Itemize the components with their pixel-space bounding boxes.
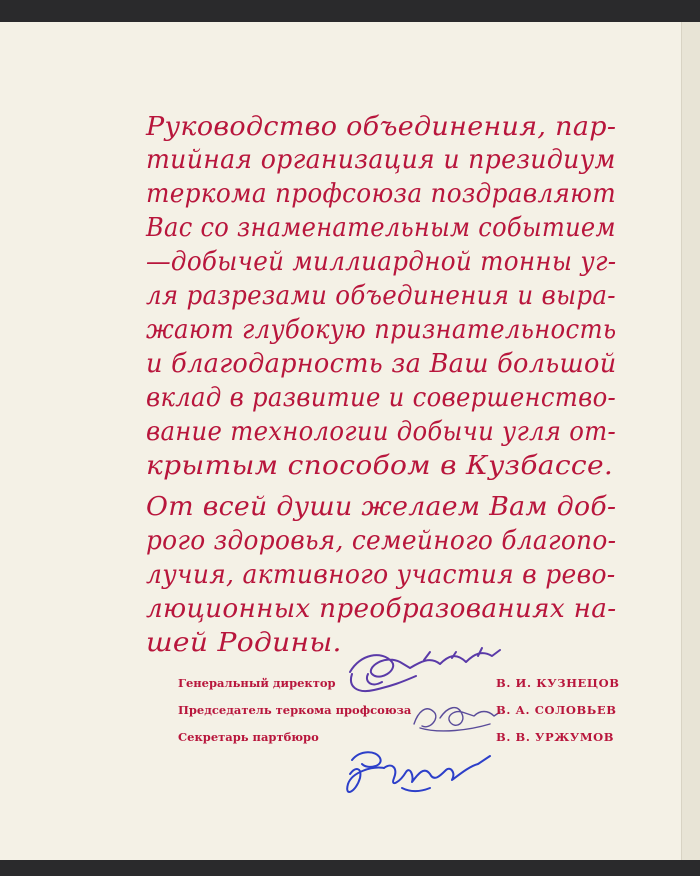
text-line: шей Родины. [146, 628, 342, 658]
text-line: —добычей миллиардной тонны уг- [146, 247, 617, 277]
signatory-title: Генеральный директор [178, 676, 336, 690]
text-line: люционных преобразованиях на- [146, 594, 617, 624]
signatory-name: В. В. УРЖУМОВ [496, 730, 615, 744]
text-line: ля разрезами объединения и выра- [146, 281, 616, 311]
text-line: Руководство объединения, пар- [146, 112, 617, 142]
text-line: лучия, активного участия в рево- [146, 560, 616, 590]
document-page [0, 22, 682, 860]
text-line: теркома профсоюза поздравляют [146, 179, 616, 209]
scan-bottom-edge [0, 860, 700, 876]
page-edge-strip [682, 22, 700, 860]
signatory-name: В. И. КУЗНЕЦОВ [496, 676, 620, 690]
signatory-block [0, 22, 682, 860]
text-line: Вас со знаменательным событием [146, 213, 616, 243]
text-line: вание технологии добычи угля от- [146, 417, 617, 447]
text-line: От всей души желаем Вам доб- [146, 492, 617, 522]
text-line: вклад в развитие и совершенство- [146, 383, 617, 413]
text-line: и благодарность за Ваш большой [146, 349, 617, 379]
signatory-title: Секретарь партбюро [178, 730, 319, 744]
signatory-title: Председатель теркома профсоюза [178, 703, 412, 717]
text-line: тийная организация и президиум [146, 145, 616, 175]
text-line: жают глубокую признательность [146, 315, 617, 345]
signatory-name: В. А. СОЛОВЬЕВ [496, 703, 617, 717]
scan-top-edge [0, 0, 700, 22]
text-line: крытым способом в Кузбассе. [146, 451, 614, 481]
text-line: рого здоровья, семейного благопо- [146, 526, 617, 556]
